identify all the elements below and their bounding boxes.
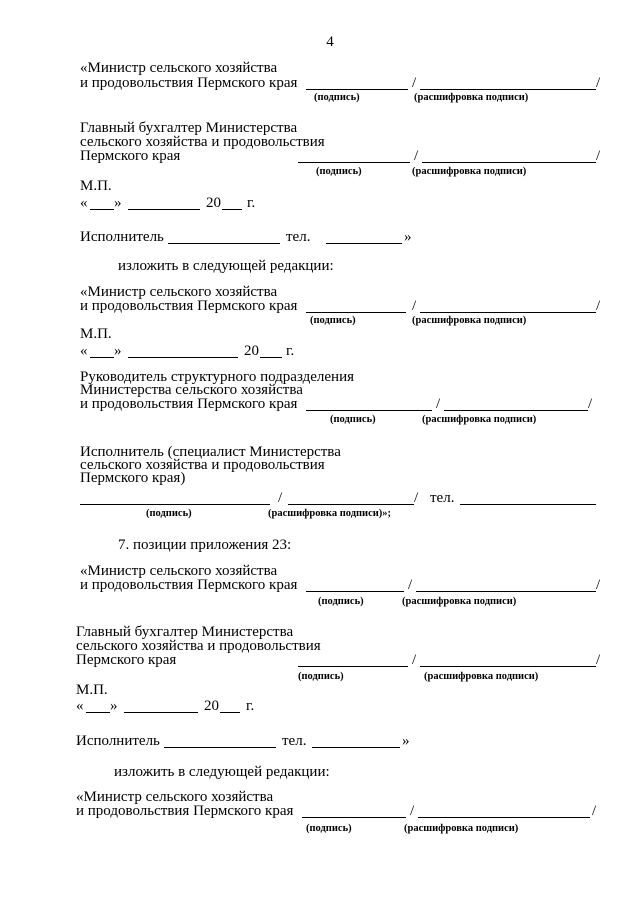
executor-label: Исполнитель <box>80 229 164 245</box>
minister-title-line2: и продовольствия Пермского края <box>80 577 298 593</box>
slash: / <box>414 148 419 164</box>
decode-caption: (расшифровка подписи) <box>412 166 527 177</box>
decode-line <box>288 504 414 505</box>
slash: / <box>436 396 441 412</box>
tel-close-quote: » <box>402 733 410 749</box>
decode-caption: (расшифровка подписи) <box>424 671 539 682</box>
year-line <box>222 209 242 210</box>
decode-line <box>420 666 596 667</box>
date-close-quote: » <box>114 195 122 211</box>
date-open-quote: « <box>80 343 88 359</box>
tel-label: тел. <box>286 229 311 245</box>
signature-line <box>80 504 270 505</box>
tel-line <box>326 243 402 244</box>
month-line <box>128 209 200 210</box>
signature-caption: (подпись) <box>330 414 376 425</box>
slash: / <box>278 490 283 506</box>
tel-label: тел. <box>430 490 455 506</box>
chief-accountant-line1: Главный бухгалтер Министерства <box>76 624 294 640</box>
minister-title-line2: и продовольствия Пермского края <box>76 803 294 819</box>
decode-line <box>418 817 590 818</box>
stamp-label: М.П. <box>76 682 108 698</box>
specialist-line2: сельского хозяйства и продовольствия <box>80 457 325 473</box>
decode-caption: (расшифровка подписи) <box>402 596 517 607</box>
executor-line <box>168 243 280 244</box>
slash: / <box>412 298 417 314</box>
signature-line <box>298 666 408 667</box>
day-line <box>90 209 114 210</box>
signature-caption: (подпись) <box>298 671 344 682</box>
month-line <box>128 357 238 358</box>
page-number: 4 <box>326 34 334 50</box>
signature-line <box>306 591 404 592</box>
year-line <box>220 712 240 713</box>
chief-accountant-line1: Главный бухгалтер Министерства <box>80 120 298 136</box>
decode-line <box>422 162 596 163</box>
signature-caption: (подпись) <box>316 166 362 177</box>
unit-head-line1: Руководитель структурного подразделения <box>80 369 354 385</box>
stamp-label: М.П. <box>80 178 112 194</box>
slash: / <box>596 298 601 314</box>
minister-title-line1: «Министр сельского хозяйства <box>80 563 278 579</box>
date-open-quote: « <box>76 698 84 714</box>
year-prefix: 20 <box>244 343 259 359</box>
slash: / <box>596 75 601 91</box>
signature-caption: (подпись) <box>310 315 356 326</box>
year-suffix: г. <box>246 698 255 714</box>
item-7-heading: 7. позиции приложения 23: <box>118 537 292 553</box>
year-suffix: г. <box>247 195 256 211</box>
executor-label: Исполнитель <box>76 733 160 749</box>
slash: / <box>596 577 601 593</box>
specialist-line3: Пермского края) <box>80 470 186 486</box>
decode-caption: (расшифровка подписи)»; <box>268 508 392 519</box>
executor-line <box>164 747 276 748</box>
month-line <box>124 712 198 713</box>
slash: / <box>412 652 417 668</box>
tel-line <box>312 747 400 748</box>
chief-accountant-line3: Пермского края <box>80 148 181 164</box>
stamp-label: М.П. <box>80 326 112 342</box>
decode-line <box>420 312 596 313</box>
minister-title-line1: «Министр сельского хозяйства <box>80 284 278 300</box>
signature-caption: (подпись) <box>318 596 364 607</box>
decode-caption: (расшифровка подписи) <box>412 315 527 326</box>
decode-caption: (расшифровка подписи) <box>404 823 519 834</box>
date-close-quote: » <box>110 698 118 714</box>
chief-accountant-line2: сельского хозяйства и продовольствия <box>76 638 321 654</box>
signature-line <box>302 817 406 818</box>
signature-line <box>306 410 432 411</box>
unit-head-line2: Министерства сельского хозяйства <box>80 382 303 398</box>
decode-caption: (расшифровка подписи) <box>414 92 529 103</box>
slash: / <box>412 75 417 91</box>
decode-caption: (расшифровка подписи) <box>422 414 537 425</box>
new-edition-text: изложить в следующей редакции: <box>118 258 334 274</box>
year-line <box>260 357 282 358</box>
chief-accountant-line3: Пермского края <box>76 652 177 668</box>
decode-line <box>416 591 596 592</box>
tel-close-quote: » <box>404 229 412 245</box>
slash: / <box>410 803 415 819</box>
slash: / <box>592 803 597 819</box>
chief-accountant-line2: сельского хозяйства и продовольствия <box>80 134 325 150</box>
specialist-line1: Исполнитель (специалист Министерства <box>80 444 341 460</box>
signature-line <box>306 89 408 90</box>
year-suffix: г. <box>286 343 295 359</box>
signature-caption: (подпись) <box>314 92 360 103</box>
day-line <box>90 357 114 358</box>
tel-line <box>460 504 596 505</box>
signature-caption: (подпись) <box>306 823 352 834</box>
signature-line <box>306 312 406 313</box>
new-edition-text: изложить в следующей редакции: <box>114 764 330 780</box>
date-open-quote: « <box>80 195 88 211</box>
slash: / <box>596 652 601 668</box>
signature-line <box>298 162 410 163</box>
tel-label: тел. <box>282 733 307 749</box>
slash: / <box>414 490 419 506</box>
minister-title-line1: «Министр сельского хозяйства <box>76 789 274 805</box>
minister-title-line1: «Министр сельского хозяйства <box>80 60 278 76</box>
decode-line <box>420 89 596 90</box>
signature-caption: (подпись) <box>146 508 192 519</box>
slash: / <box>588 396 593 412</box>
minister-title-line2: и продовольствия Пермского края <box>80 75 298 91</box>
year-prefix: 20 <box>206 195 221 211</box>
year-prefix: 20 <box>204 698 219 714</box>
unit-head-line3: и продовольствия Пермского края <box>80 396 298 412</box>
decode-line <box>444 410 588 411</box>
date-close-quote: » <box>114 343 122 359</box>
minister-title-line2: и продовольствия Пермского края <box>80 298 298 314</box>
slash: / <box>596 148 601 164</box>
slash: / <box>408 577 413 593</box>
day-line <box>86 712 110 713</box>
